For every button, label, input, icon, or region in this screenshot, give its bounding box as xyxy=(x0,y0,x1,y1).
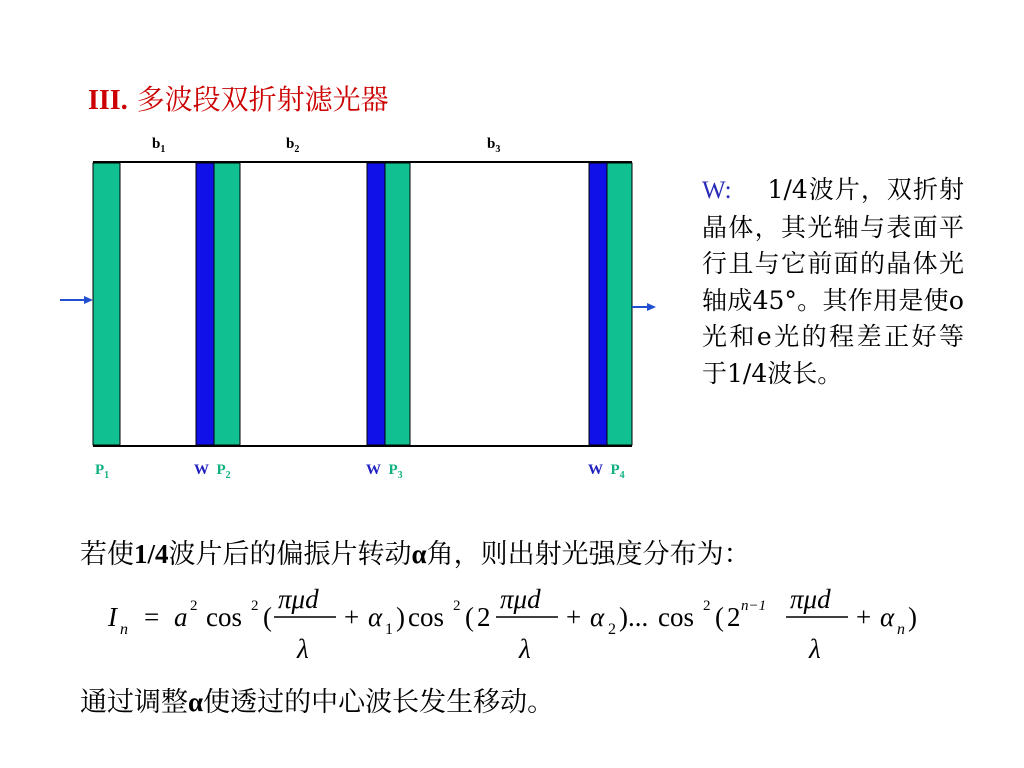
svg-text:2: 2 xyxy=(453,598,461,614)
label-w-p4: W $P_4$ xyxy=(588,462,625,481)
polarizer-p1 xyxy=(93,163,120,445)
svg-text:λ: λ xyxy=(519,634,531,664)
filter-diagram xyxy=(0,0,680,470)
label-p1: $P_1$ xyxy=(95,462,110,481)
thickness-label-b2: $b_2$ xyxy=(286,136,300,155)
svg-text:λ: λ xyxy=(297,634,309,664)
svg-text:2: 2 xyxy=(703,598,711,614)
svg-text:n: n xyxy=(897,621,905,638)
svg-text:): ) xyxy=(619,602,628,632)
waveplate-3 xyxy=(589,163,607,445)
svg-text:λ: λ xyxy=(809,634,821,664)
svg-text:2: 2 xyxy=(190,598,198,614)
svg-text:n−1: n−1 xyxy=(741,598,767,614)
svg-text:(: ( xyxy=(715,602,724,632)
label-w-p2: W $P_2$ xyxy=(194,462,231,481)
svg-text:+: + xyxy=(856,602,872,632)
svg-text:2: 2 xyxy=(608,621,616,638)
svg-text:α: α xyxy=(590,602,605,632)
waveplate-1 xyxy=(196,163,214,445)
description-text: 1/4波片，双折射晶体，其光轴与表面平行且与它前面的晶体光轴成45°。其作用是使o光和e光的程差正好等于1/4波长。 xyxy=(702,175,964,388)
svg-text:α: α xyxy=(368,602,383,632)
svg-text:+: + xyxy=(344,602,360,632)
svg-text:cos: cos xyxy=(206,602,242,632)
svg-text:cos: cos xyxy=(658,602,694,632)
section-number: III. xyxy=(88,85,128,116)
svg-text:I: I xyxy=(108,602,117,632)
svg-text:πμd: πμd xyxy=(790,584,831,614)
intensity-intro-text: 若使1/4波片后的偏振片转动α角，则出射光强度分布为： xyxy=(80,539,751,570)
thickness-label-b1: $b_1$ xyxy=(152,136,166,155)
svg-text:(: ( xyxy=(465,602,474,632)
svg-text:2: 2 xyxy=(251,598,259,614)
polarizer-p4 xyxy=(607,163,632,445)
svg-text:+: + xyxy=(566,602,582,632)
intensity-formula xyxy=(100,580,930,670)
incoming-light-arrow xyxy=(60,296,93,304)
svg-text:2: 2 xyxy=(727,602,741,632)
svg-text:α: α xyxy=(880,602,895,632)
label-w-p3: W $P_3$ xyxy=(366,462,403,481)
svg-text:): ) xyxy=(908,602,917,632)
w-label: W: xyxy=(702,177,732,204)
polarizer-p2 xyxy=(214,163,240,445)
svg-text:=: = xyxy=(144,602,160,632)
outgoing-light-arrow xyxy=(632,303,656,311)
waveplate-2 xyxy=(367,163,385,445)
svg-text:...: ... xyxy=(628,602,649,632)
conclusion-text: 通过调整α使透过的中心波长发生移动。 xyxy=(80,687,555,718)
polarizer-p3 xyxy=(385,163,410,445)
title-text: 多波段双折射滤光器 xyxy=(136,83,389,116)
svg-text:πμd: πμd xyxy=(278,584,319,614)
svg-text:1: 1 xyxy=(385,621,393,638)
svg-text:2: 2 xyxy=(477,602,491,632)
thickness-label-b3: $b_3$ xyxy=(487,136,501,155)
svg-text:a: a xyxy=(174,602,188,632)
waveplate-description xyxy=(702,172,964,392)
svg-text:πμd: πμd xyxy=(500,584,541,614)
svg-text:(: ( xyxy=(263,602,272,632)
svg-text:cos: cos xyxy=(408,602,444,632)
svg-text:n: n xyxy=(120,621,128,638)
svg-text:): ) xyxy=(396,602,405,632)
